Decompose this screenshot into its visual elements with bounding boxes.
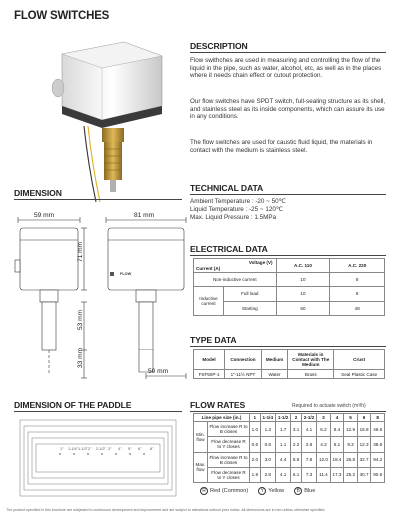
technical-rule bbox=[190, 194, 386, 195]
table-cell: 1.7 bbox=[275, 422, 290, 437]
electrical-row1-v1: 10 bbox=[276, 273, 330, 287]
type-model: FSF50P-1 bbox=[194, 370, 225, 379]
table-cell: 11.4 bbox=[317, 467, 331, 482]
flow-min-label: Min. flow bbox=[194, 422, 208, 453]
table-cell: 3.0 bbox=[260, 452, 275, 467]
flow-size-10: 8 bbox=[371, 414, 385, 422]
table-cell: 6.1 bbox=[291, 467, 302, 482]
type-crust: Seal Plastic Case bbox=[334, 370, 385, 379]
electrical-inductive-label: Inductive current bbox=[194, 287, 224, 316]
electrical-heading: ELECTRICAL DATA bbox=[190, 244, 268, 254]
table-row bbox=[194, 452, 385, 467]
table-row bbox=[194, 467, 385, 482]
technical-line-3: Max. Liquid Pressure : 1.5MPa bbox=[190, 214, 277, 221]
flow-max-label: Max. flow bbox=[194, 452, 208, 483]
dim-53mm: 53 mm bbox=[77, 309, 84, 330]
electrical-table bbox=[193, 258, 385, 316]
page-title: FLOW SWITCHES bbox=[14, 10, 110, 22]
table-cell: 4.1 bbox=[275, 467, 290, 482]
legend-red-label: Red (Common) bbox=[210, 488, 249, 494]
flow-header-label: Line pipe size (in.) bbox=[194, 414, 250, 422]
electrical-corner-current: Current (A) bbox=[196, 266, 221, 271]
table-cell: 12.0 bbox=[317, 452, 331, 467]
description-p1: Flow swithches are used in measuring and controlling the flow of the liquid in the pipe, such as water, alcohol, etc, as well as in the places where it needs chain effect or cutout protection. bbox=[190, 57, 382, 80]
table-cell: 16.8 bbox=[357, 422, 371, 437]
electrical-rule bbox=[190, 255, 386, 256]
legend-yellow-letter: Y bbox=[258, 487, 266, 495]
type-table bbox=[193, 349, 385, 379]
dim-71mm: 71 mm bbox=[77, 241, 84, 262]
type-medium: Water bbox=[261, 370, 287, 379]
table-row bbox=[194, 422, 385, 437]
type-heading: TYPE DATA bbox=[190, 335, 237, 345]
electrical-row1-v2: 8 bbox=[330, 273, 385, 287]
paddle-rule bbox=[14, 411, 182, 412]
table-cell: 12.3 bbox=[357, 437, 371, 452]
table-cell: 7.3 bbox=[301, 467, 316, 482]
legend-blue-letter: B bbox=[294, 487, 302, 495]
paddle-label-2: 1-1/4" bbox=[68, 447, 79, 451]
electrical-row2-label: Full load bbox=[224, 287, 277, 301]
paddle-label-1: 1" bbox=[60, 447, 64, 451]
table-cell: 6.2 bbox=[317, 422, 331, 437]
table-cell: 1.9 bbox=[250, 467, 261, 482]
table-cell: 38.6 bbox=[371, 437, 385, 452]
electrical-corner bbox=[194, 259, 277, 273]
product-photo bbox=[44, 34, 184, 204]
table-cell: 7.8 bbox=[301, 452, 316, 467]
flow-heading: FLOW RATES bbox=[190, 400, 246, 410]
flow-size-9: 6 bbox=[357, 414, 371, 422]
flow-row1-desc: Flow increase R to B closes bbox=[208, 422, 250, 437]
table-cell: 90.6 bbox=[371, 467, 385, 482]
legend-blue-label: Blue bbox=[304, 488, 316, 494]
paddle-heading: DIMENSION OF THE PADDLE bbox=[14, 400, 132, 410]
dimension-drawing bbox=[10, 210, 188, 382]
paddle-label-5: 2-1/2" bbox=[96, 447, 107, 451]
legend-blue bbox=[294, 487, 315, 495]
paddle-label-9: 6" bbox=[138, 447, 142, 451]
table-cell: 32.7 bbox=[357, 452, 371, 467]
flow-note: Required to actuate switch (m³/h) bbox=[292, 403, 366, 409]
electrical-col-110: A.C. 110 bbox=[276, 259, 330, 273]
description-p3: The flow switches are used for caustic fluid liquid, the materials in contact with the medium is stainless steel. bbox=[190, 139, 373, 154]
dimension-heading: DIMENSION bbox=[14, 188, 62, 198]
table-cell: 2.2 bbox=[291, 437, 302, 452]
table-cell: 3.1 bbox=[291, 422, 302, 437]
table-cell: 8.4 bbox=[330, 422, 344, 437]
dimension-rule bbox=[14, 199, 182, 200]
flow-size-1: 1 bbox=[250, 414, 261, 422]
table-cell: 18.4 bbox=[330, 452, 344, 467]
description-heading: DESCRIPTION bbox=[190, 41, 248, 51]
table-cell: 1.1 bbox=[275, 437, 290, 452]
technical-line-1: Ambient Temperature : -20 ~ 50℃ bbox=[190, 198, 286, 205]
technical-line-2: Liquid Temperature : -25 ~ 120℃ bbox=[190, 206, 283, 213]
paddle-label-4: 2" bbox=[88, 447, 92, 451]
table-cell: 2.0 bbox=[250, 452, 261, 467]
electrical-row2-v2: 8 bbox=[330, 287, 385, 301]
table-cell: 46.6 bbox=[371, 422, 385, 437]
legend-red-letter: R bbox=[200, 487, 208, 495]
electrical-col-220: A.C. 220 bbox=[330, 259, 385, 273]
legend-yellow-label: Yellow bbox=[268, 488, 285, 494]
footer-disclaimer: The product specified in this brochure are subjected to continuous development and improvement and are subject to alterations without prior notice. All dimensions are in mm unless otherwise specified. bbox=[6, 508, 326, 512]
flow-size-7: 4 bbox=[330, 414, 344, 422]
paddle-label-7: 4" bbox=[118, 447, 122, 451]
table-cell: 12.9 bbox=[344, 422, 358, 437]
type-header-model: Model bbox=[194, 350, 225, 370]
type-materials: Brass bbox=[288, 370, 334, 379]
paddle-drawing bbox=[16, 418, 180, 500]
type-rule bbox=[190, 346, 386, 347]
technical-heading: TECHNICAL DATA bbox=[190, 183, 264, 193]
flow-size-8: 5 bbox=[344, 414, 358, 422]
flow-size-2: 1-1/4 bbox=[260, 414, 275, 422]
table-cell: 1.0 bbox=[250, 422, 261, 437]
flow-row3-desc: Flow increase R to B closes bbox=[208, 452, 250, 467]
dim-33mm: 33 mm bbox=[77, 347, 84, 368]
table-cell: 30.7 bbox=[357, 467, 371, 482]
flow-row4-desc: Flow decrease R to Y closes bbox=[208, 467, 250, 482]
table-cell: 0.6 bbox=[250, 437, 261, 452]
legend-yellow bbox=[258, 487, 284, 495]
electrical-row2-v1: 10 bbox=[276, 287, 330, 301]
table-cell: 1.3 bbox=[260, 422, 275, 437]
table-cell: 94.2 bbox=[371, 452, 385, 467]
table-cell: 6.1 bbox=[330, 437, 344, 452]
table-cell: 6.6 bbox=[291, 452, 302, 467]
flow-size-6: 3 bbox=[317, 414, 331, 422]
flow-size-5: 2-1/2 bbox=[301, 414, 316, 422]
legend-red bbox=[200, 487, 248, 495]
description-p2: Our flow switches have SPDT switch, full-sealing structure as its shell, and stainless steel as its inside components, which can assure its use in any conditions. bbox=[190, 98, 386, 121]
table-cell: 25.2 bbox=[344, 467, 358, 482]
dim-59mm: 59 mm bbox=[34, 212, 55, 219]
wire-legend bbox=[200, 487, 315, 495]
type-header-medium: Medium bbox=[261, 350, 287, 370]
flow-table bbox=[193, 413, 385, 483]
electrical-row3-label: Starting bbox=[224, 301, 277, 315]
flow-rule bbox=[190, 411, 386, 412]
dim-81mm: 81 mm bbox=[134, 212, 155, 219]
type-header-materials: Materials in Contact with The Medium bbox=[288, 350, 334, 370]
paddle-label-10: 8" bbox=[150, 447, 154, 451]
type-connection: 1"-11½ NPT bbox=[225, 370, 262, 379]
table-cell: 4.1 bbox=[301, 422, 316, 437]
flow-row2-desc: Flow decrease R to Y closes bbox=[208, 437, 250, 452]
type-header-crust: Crust bbox=[334, 350, 385, 370]
description-rule bbox=[190, 52, 386, 53]
paddle-label-3: 1-1/2" bbox=[78, 447, 89, 451]
paddle-label-6: 3" bbox=[108, 447, 112, 451]
electrical-row3-v2: 48 bbox=[330, 301, 385, 315]
flow-size-3: 1-1/2 bbox=[275, 414, 290, 422]
table-cell: 2.8 bbox=[260, 467, 275, 482]
table-cell: 4.4 bbox=[275, 452, 290, 467]
table-cell: 0.8 bbox=[260, 437, 275, 452]
electrical-corner-voltage: Voltage (V) bbox=[248, 260, 273, 265]
table-row bbox=[194, 437, 385, 452]
table-cell: 2.8 bbox=[301, 437, 316, 452]
dim-50mm: 50 mm bbox=[148, 368, 169, 375]
table-cell: 26.8 bbox=[344, 452, 358, 467]
table-cell: 4.3 bbox=[317, 437, 331, 452]
paddle-label-8: 5" bbox=[128, 447, 132, 451]
type-header-connection: Connection bbox=[225, 350, 262, 370]
electrical-row3-v1: 60 bbox=[276, 301, 330, 315]
flow-size-4: 2 bbox=[291, 414, 302, 422]
drawing-label: FLOW bbox=[120, 272, 132, 276]
table-cell: 9.3 bbox=[344, 437, 358, 452]
table-cell: 17.3 bbox=[330, 467, 344, 482]
electrical-row1-label: Non-inductive current bbox=[194, 273, 277, 287]
